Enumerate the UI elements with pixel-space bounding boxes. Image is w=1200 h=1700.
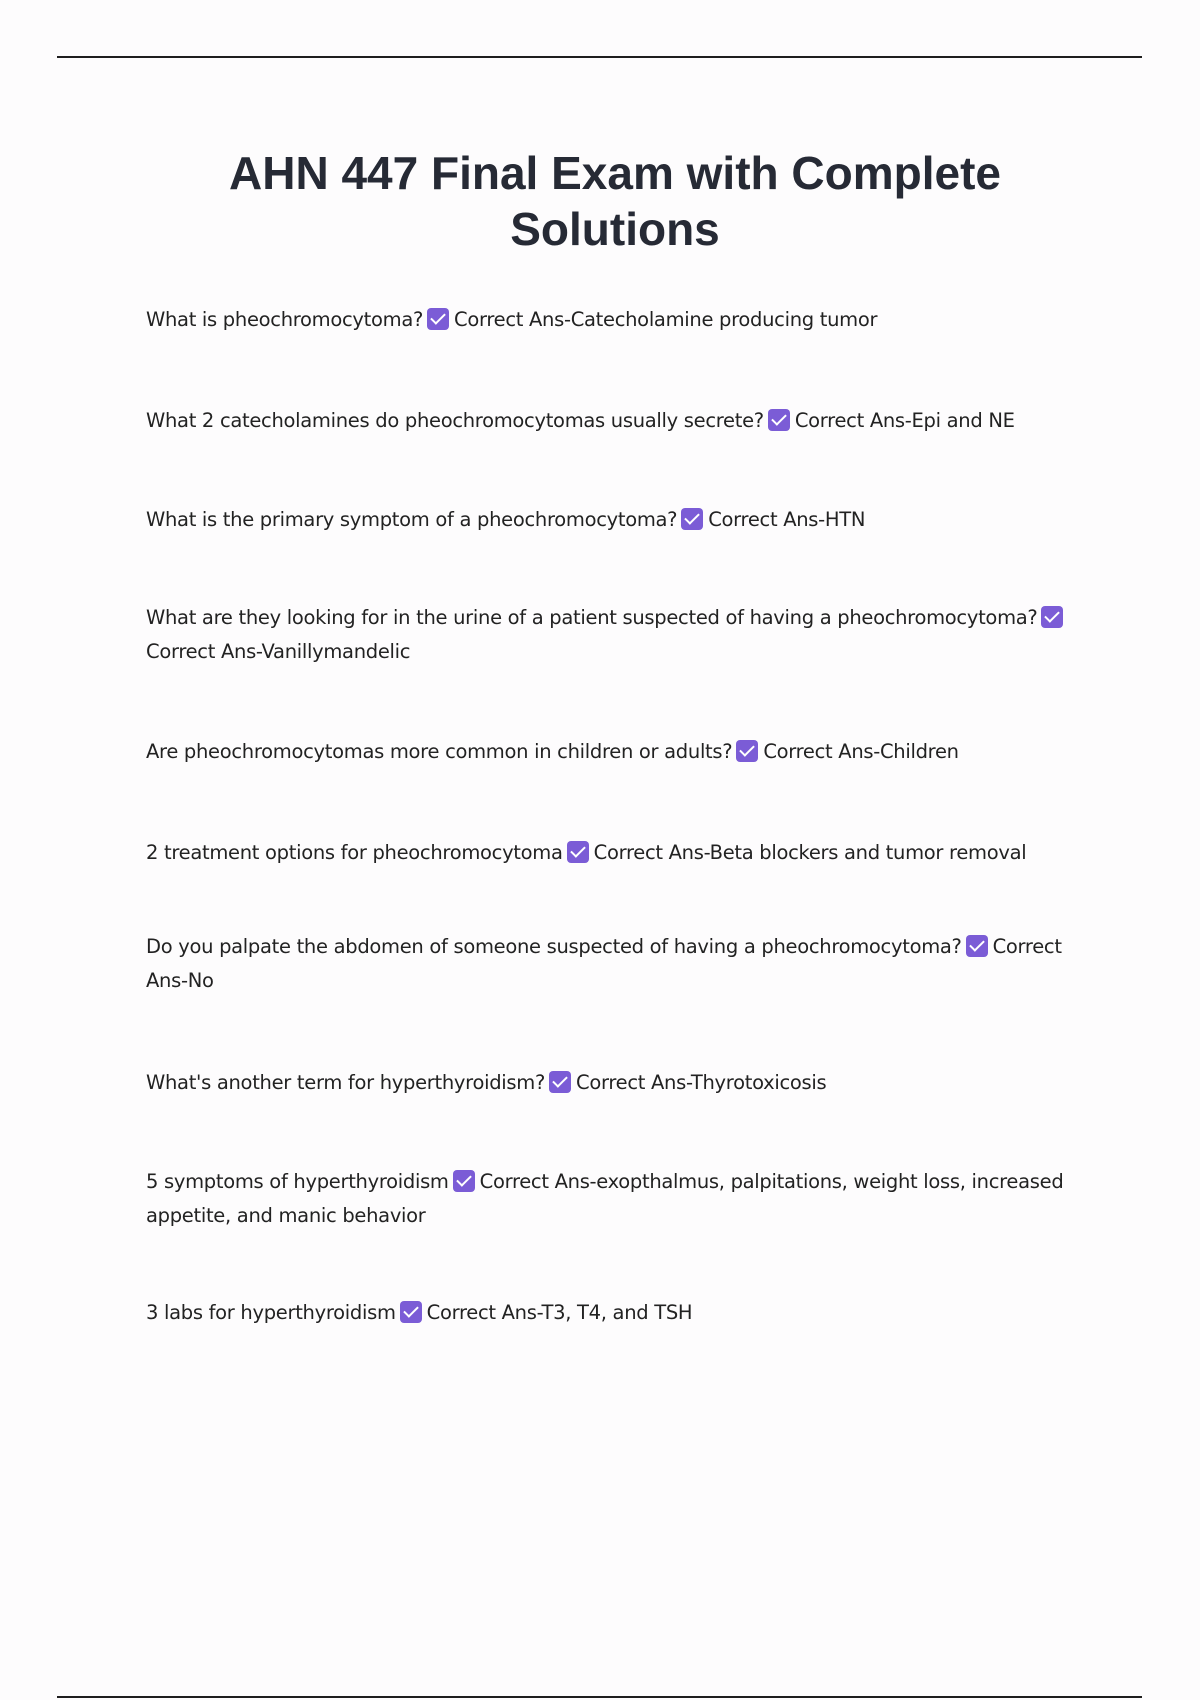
answer-text: Correct Ans-No — [146, 935, 1062, 992]
question-text: Are pheochromocytomas more common in children or adults? — [146, 740, 733, 763]
answer-text: Correct Ans-Thyrotoxicosis — [576, 1071, 827, 1094]
check-box-icon — [966, 935, 988, 957]
qa-item — [146, 404, 1081, 438]
qa-item — [146, 303, 1081, 337]
check-box-icon — [768, 409, 790, 431]
answer-text: Correct Ans-Epi and NE — [794, 409, 1015, 432]
check-box-icon — [549, 1071, 571, 1093]
question-text: What 2 catecholamines do pheochromocytomas usually secrete? — [146, 409, 764, 432]
question-text: What's another term for hyperthyroidism? — [146, 1071, 546, 1094]
top-divider — [57, 56, 1142, 58]
qa-item — [146, 1296, 1081, 1330]
qa-item — [146, 735, 1081, 769]
answer-text: Correct Ans-Catecholamine producing tumor — [454, 308, 878, 331]
question-text: What is the primary symptom of a pheochromocytoma? — [146, 508, 678, 531]
check-box-icon — [400, 1301, 422, 1323]
answer-text: Correct Ans-Children — [763, 740, 959, 763]
page-title: AHN 447 Final Exam with Complete Solutions — [229, 147, 1001, 255]
check-box-icon — [567, 841, 589, 863]
bottom-divider — [57, 1696, 1142, 1698]
answer-text: Correct Ans-HTN — [708, 508, 866, 531]
check-box-icon — [681, 508, 703, 530]
qa-item — [146, 1066, 1081, 1100]
question-text: What are they looking for in the urine of a patient suspected of having a pheochromocytoma? — [146, 606, 1038, 629]
answer-text: Correct Ans-Beta blockers and tumor removal — [593, 841, 1027, 864]
qa-item — [146, 836, 1081, 870]
qa-item — [146, 503, 1081, 537]
question-text: 5 symptoms of hyperthyroidism — [146, 1170, 449, 1193]
question-text: Do you palpate the abdomen of someone suspected of having a pheochromocytoma? — [146, 935, 962, 958]
question-text: 3 labs for hyperthyroidism — [146, 1301, 396, 1324]
answer-text: Correct Ans-Vanillymandelic — [146, 640, 411, 663]
answer-text: Correct Ans-exopthalmus, palpitations, weight loss, increased appetite, and manic behavior — [146, 1170, 1064, 1227]
qa-item — [146, 930, 1081, 998]
check-box-icon — [1041, 606, 1063, 628]
check-box-icon — [736, 740, 758, 762]
question-text: 2 treatment options for pheochromocytoma — [146, 841, 563, 864]
qa-item — [146, 1165, 1081, 1233]
check-box-icon — [427, 308, 449, 330]
qa-item — [146, 601, 1081, 669]
answer-text: Correct Ans-T3, T4, and TSH — [426, 1301, 693, 1324]
question-text: What is pheochromocytoma? — [146, 308, 424, 331]
check-box-icon — [453, 1170, 475, 1192]
